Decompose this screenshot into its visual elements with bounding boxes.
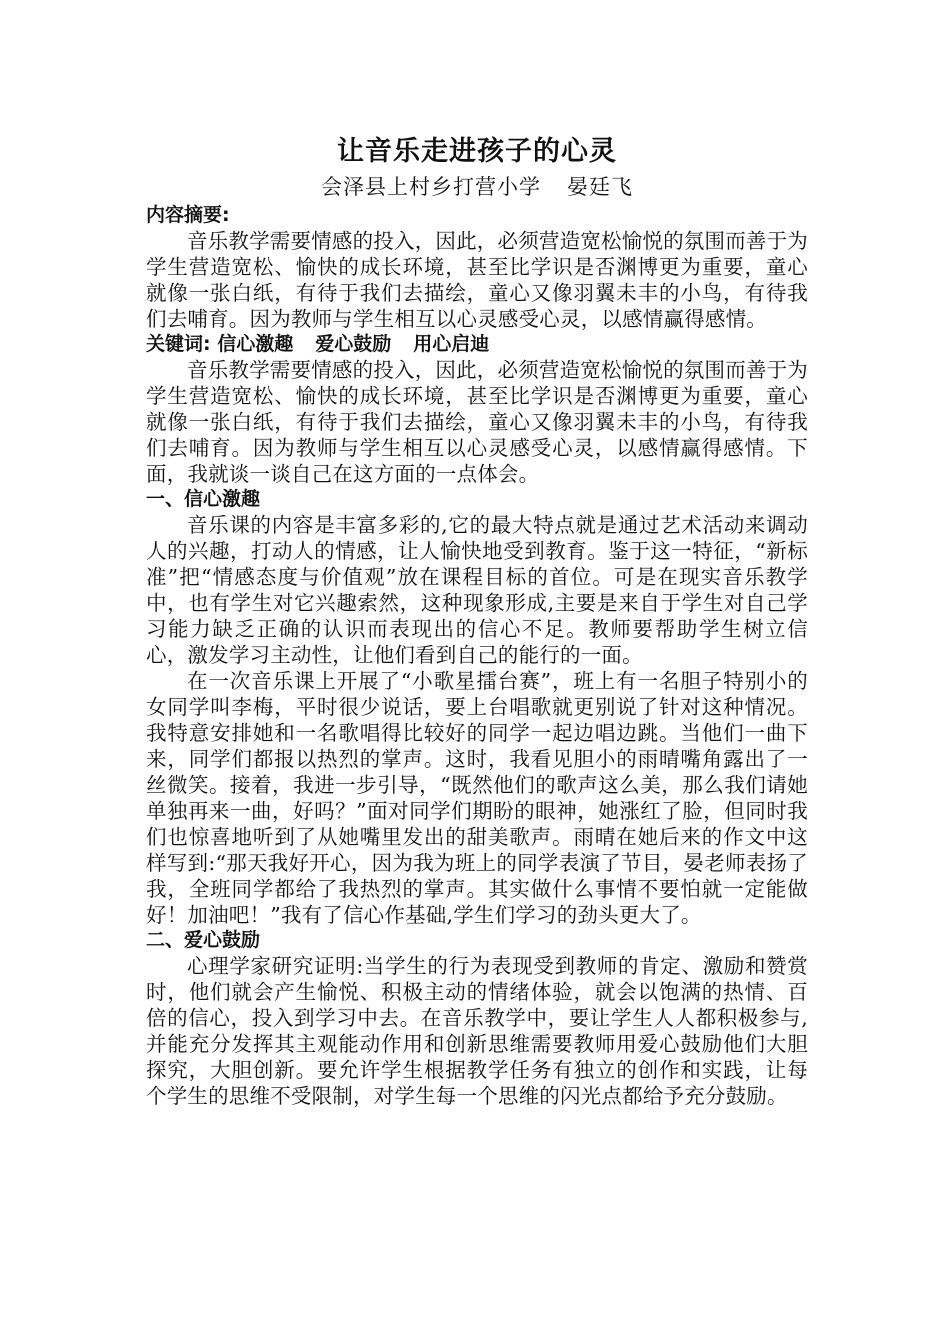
document-title: 让音乐走进孩子的心灵 (337, 136, 617, 167)
keyword-item: 用心启迪 (413, 333, 490, 355)
section-paragraph: 在一次音乐课上开展了“小歌星擂台赛”，班上有一名胆子特别小的女同学叫李梅，平时很少说话，要上台唱歌就更别说了针对这种情况。我特意安排她和一名歌唱得比较好的同学一起边唱边跳。当他们一曲下来，同学们都报以热烈的掌声。这时，我看见胆小的雨晴嘴角露出了一丝微笑。接着，我进一步引导，“既然他们的歌声这么美，那么我们请她单独再来一曲，好吗？”面对同学们期盼的眼神，她涨红了脸，但同时我们也惊喜地听到了从她嘴里发出的甜美歌声。雨晴在她后来的作文中这样写到:“那天我好开心，因为我为班上的同学表演了节目，晏老师表扬了我，全班同学都给了我热烈的掌声。其实做什么事情不要怕就一定能做好！加油吧！”我有了信心作基础,学生们学习的劲头更大了。 (146, 669, 808, 927)
keyword-item: 信心激趣 (217, 333, 294, 355)
keywords-label: 关键词: (146, 333, 211, 355)
abstract-text: 音乐教学需要情感的投入，因此，必须营造宽松愉悦的氛围而善于为学生营造宽松、愉快的成长环境，甚至比学识是否渊博更为重要，童心就像一张白纸，有待于我们去描绘，童心又像羽翼未丰的小鸟，有待我们去哺育。因为教师与学生相互以心灵感受心灵，以感情赢得感情。 (146, 229, 808, 331)
keywords-line (146, 332, 808, 357)
intro-paragraph: 音乐教学需要情感的投入，因此，必须营造宽松愉悦的氛围而善于为学生营造宽松、愉快的成长环境，甚至比学识是否渊博更为重要，童心就像一张白纸，有待于我们去描绘，童心又像羽翼未丰的小鸟，有待我们去哺育。因为教师与学生相互以心灵感受心灵，以感情赢得感情。下面，我就谈一谈自己在这方面的一点体会。 (146, 358, 808, 486)
section-paragraph: 音乐课的内容是丰富多彩的,它的最大特点就是通过艺术活动来调动人的兴趣，打动人的情感，让人愉快地受到教育。鉴于这一特征，“新标准”把“情感态度与价值观”放在课程目标的首位。可是在现实音乐教学中，也有学生对它兴趣索然，这种现象形成,主要是来自于学生对自己学习能力缺乏正确的认识而表现出的信心不足。教师要帮助学生树立信心，激发学习主动性，让他们看到自己的能行的一面。 (146, 513, 808, 667)
section-heading: 二、爱心鼓励 (146, 929, 261, 951)
document-page (146, 132, 808, 1109)
abstract-label: 内容摘要: (146, 204, 230, 226)
keyword-item: 爱心鼓励 (315, 333, 392, 355)
section-paragraph: 心理学家研究证明:当学生的行为表现受到教师的肯定、激励和赞赏时，他们就会产生愉悦、积极主动的情绪体验，就会以饱满的热情、百倍的信心，投入到学习中去。在音乐教学中，要让学生人人都积极参与,并能充分发挥其主观能动作用和创新思维需要教师用爱心鼓励他们大胆探究，大胆创新。要允许学生根据教学任务有独立的创作和实践，让每个学生的思维不受限制，对学生每一个思维的闪光点都给予充分鼓励。 (146, 954, 808, 1108)
byline-author: 晏廷飞 (567, 175, 633, 199)
section-heading: 一、信心激趣 (146, 488, 261, 510)
byline (146, 172, 808, 203)
byline-school: 会泽县上村乡打营小学 (321, 175, 541, 199)
